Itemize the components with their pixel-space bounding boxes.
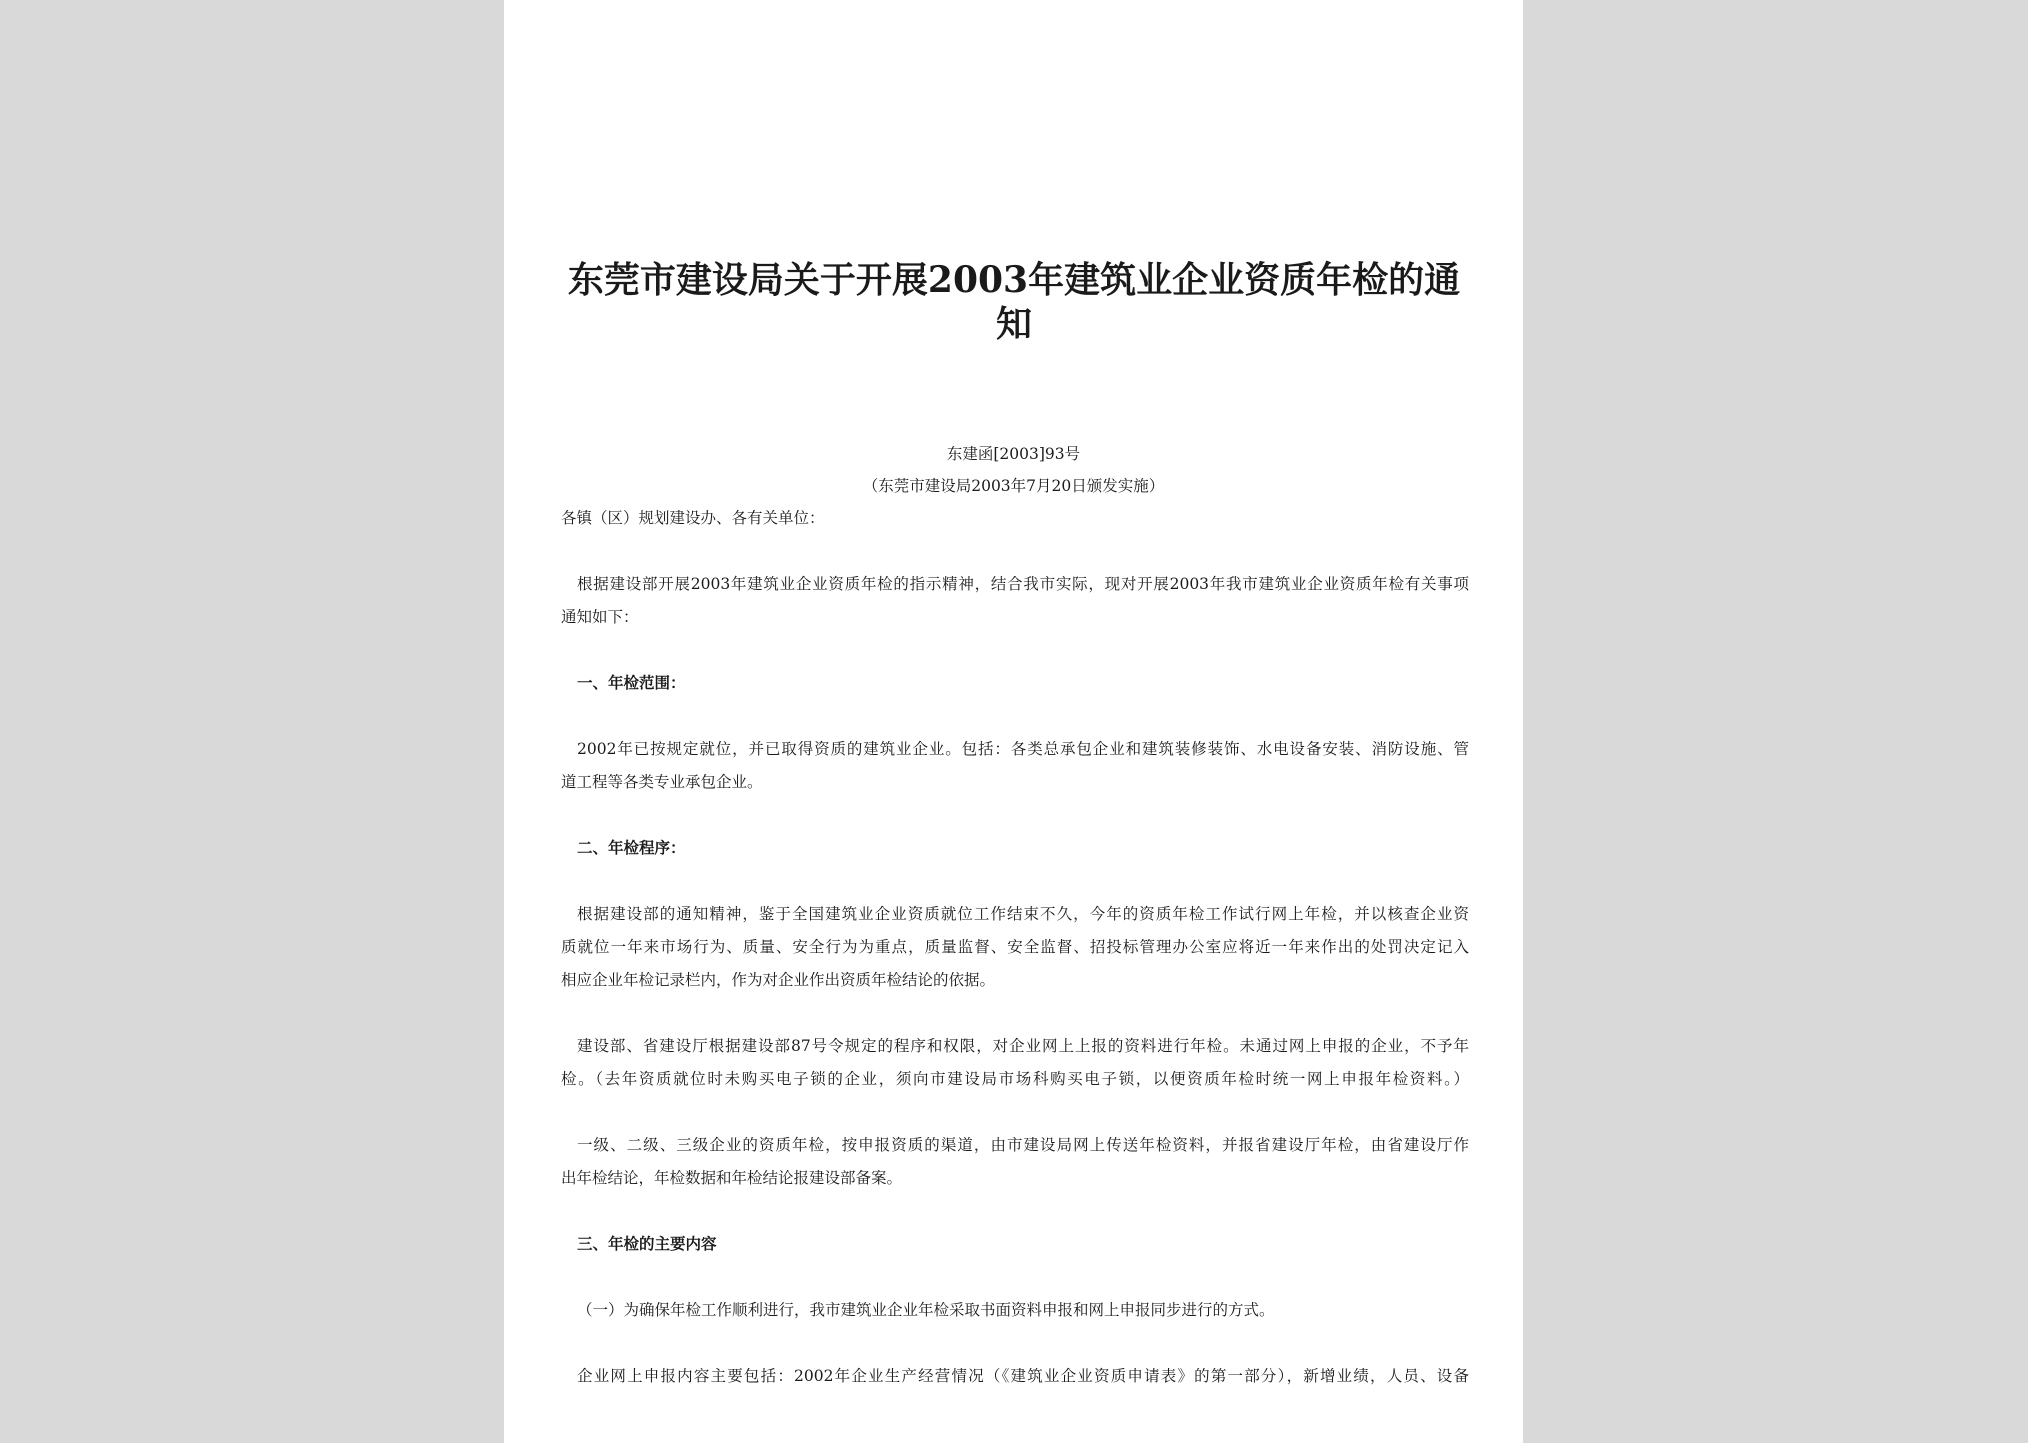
title-line-2: 知 [995,303,1032,345]
section-2-p2-line-1: 建设部、省建设厅根据建设部87号令规定的程序和权限，对企业网上上报的资料进行年检。未通过网上申报的企业，不予年 [577,1037,1469,1055]
section-2-p2-line-2: 检。（去年资质就位时未购买电子锁的企业，须向市建设局市场科购买电子锁，以便资质年检时统一网上申报年检资料。） [561,1070,1469,1088]
section-2-p1-line-1: 根据建设部的通知精神，鉴于全国建筑业企业资质就位工作结束不久，今年的资质年检工作试行网上年检，并以核查企业资 [577,905,1469,923]
document-title [564,258,1464,346]
section-2-heading: 二、年检程序： [577,838,686,857]
section-1-line-2: 道工程等各类专业承包企业。 [561,773,763,791]
salutation: 各镇（区）规划建设办、各有关单位： [561,509,825,527]
section-1-heading: 一、年检范围： [577,673,686,692]
section-2-p1-line-3: 相应企业年检记录栏内，作为对企业作出资质年检结论的依据。 [561,971,996,989]
title-line-1: 东莞市建设局关于开展2003年建筑业企业资质年检的通 [567,259,1461,301]
intro-line-2: 通知如下： [561,608,639,626]
section-3-heading: 三、年检的主要内容 [577,1234,717,1253]
issue-note: （东莞市建设局2003年7月20日颁发实施） [862,477,1165,495]
section-1-line-1: 2002年已按规定就位，并已取得资质的建筑业企业。包括：各类总承包企业和建筑装修装饰、水电设备安装、消防设施、管 [577,740,1469,758]
intro-line-1: 根据建设部开展2003年建筑业企业资质年检的指示精神，结合我市实际，现对开展2003年我市建筑业企业资质年检有关事项 [577,575,1469,593]
section-2-p3-line-2: 出年检结论，年检数据和年检结论报建设部备案。 [561,1169,903,1187]
document-page [504,0,1523,1443]
document-number: 东建函[2003]93号 [946,445,1081,463]
section-2-p3-line-1: 一级、二级、三级企业的资质年检，按申报资质的渠道，由市建设局网上传送年检资料，并报省建设厅年检，由省建设厅作 [577,1136,1469,1154]
section-3-p1: （一）为确保年检工作顺利进行，我市建筑业企业年检采取书面资料申报和网上申报同步进行的方式。 [577,1301,1275,1319]
section-3-p2-line-1: 企业网上申报内容主要包括：2002年企业生产经营情况（《建筑业企业资质申请表》的第一部分），新增业绩，人员、设备 [577,1367,1469,1385]
section-2-p1-line-2: 质就位一年来市场行为、质量、安全行为为重点，质量监督、安全监督、招投标管理办公室应将近一年来作出的处罚决定记入 [561,938,1469,956]
